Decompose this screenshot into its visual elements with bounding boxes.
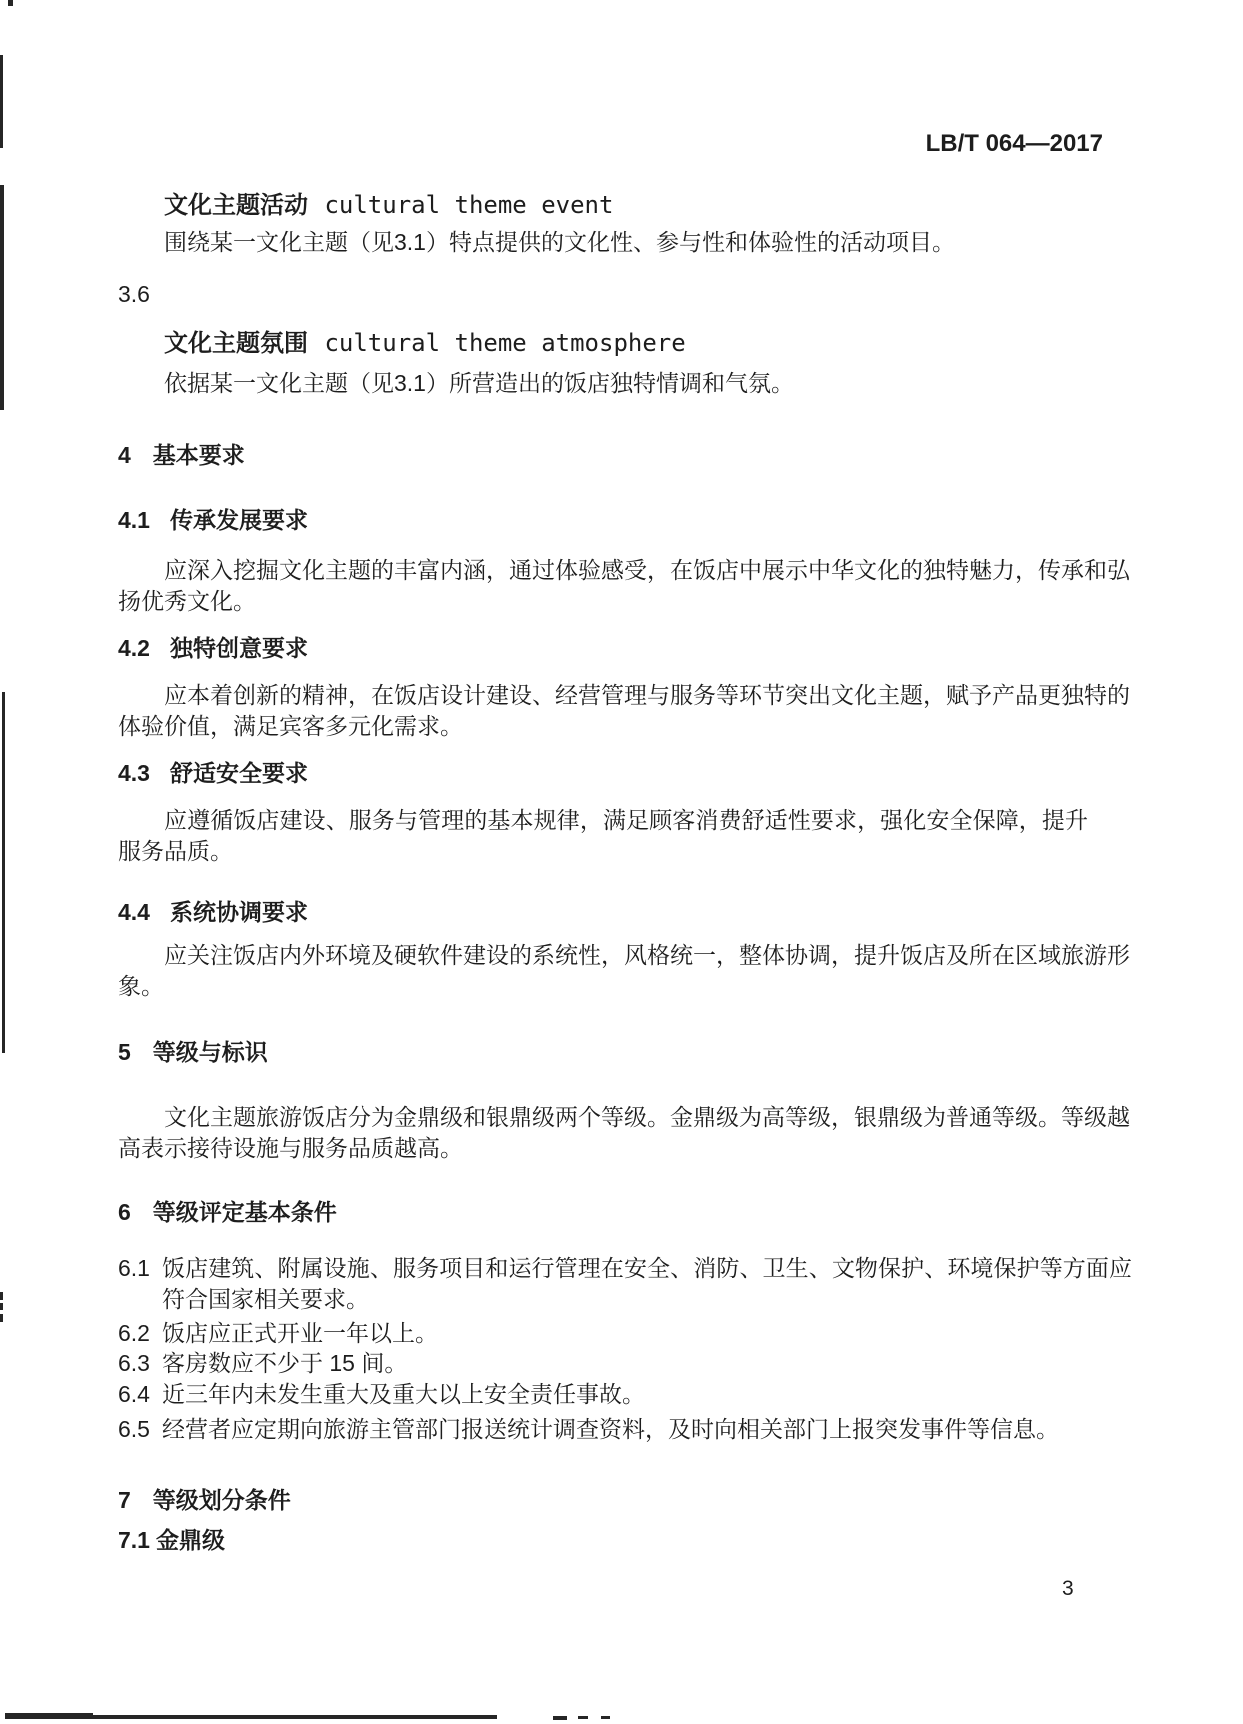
clause-4-heading [118, 441, 245, 469]
clause-4-3-number: 4.3 [118, 760, 150, 786]
page-number: 3 [1062, 1577, 1074, 1600]
scan-bar-left-2 [0, 185, 4, 410]
term-entry-event [164, 185, 613, 220]
clause-6-5-text: 经营者应定期向旅游主管部门报送统计调查资料，及时向相关部门上报突发事件等信息。 [162, 1416, 1059, 1442]
standard-code: LB/T 064—2017 [925, 130, 1103, 157]
clause-4-4-body: 应关注饭店内外环境及硬软件建设的系统性，风格统一，整体协调，提升饭店及所在区域旅游形象。 [118, 942, 1130, 999]
term-definition-atmosphere: 依据某一文化主题（见3.1）所营造出的饭店独特情调和气氛。 [164, 370, 794, 396]
clause-6-5-number: 6.5 [118, 1416, 150, 1442]
clause-7-1-heading [118, 1526, 225, 1554]
clause-7-number: 7 [118, 1487, 131, 1513]
scan-speck-top [8, 0, 13, 6]
clause-6-2-item [118, 1318, 1132, 1349]
clause-4-4-number: 4.4 [118, 899, 150, 925]
term-definition-event: 围绕某一文化主题（见3.1）特点提供的文化性、参与性和体验性的活动项目。 [164, 229, 955, 255]
clause-5-body: 文化主题旅游饭店分为金鼎级和银鼎级两个等级。金鼎级为高等级，银鼎级为普通等级。等级越高表示接待设施与服务品质越高。 [118, 1104, 1130, 1161]
term-en-event: cultural theme event [324, 191, 614, 219]
clause-6-1-item [118, 1253, 1132, 1315]
scan-bar-left-1 [0, 55, 3, 148]
term-zh-atmosphere: 文化主题氛围 [164, 330, 308, 357]
term-entry-atmosphere [164, 323, 686, 358]
clause-4-1-number: 4.1 [118, 507, 150, 533]
clause-7-heading [118, 1486, 291, 1514]
clause-4-2-title: 独特创意要求 [169, 635, 308, 661]
scan-tick-bottom-1 [553, 1716, 567, 1720]
clause-6-3-number: 6.3 [118, 1350, 150, 1376]
clause-6-2-number: 6.2 [118, 1320, 150, 1346]
scan-dash-left-2 [0, 1303, 3, 1310]
scan-dash-left-3 [0, 1314, 3, 1322]
scan-tick-bottom-2 [578, 1716, 588, 1719]
clause-7-1-title: 金鼎级 [155, 1527, 225, 1553]
clause-6-3-item [118, 1348, 1132, 1379]
clause-6-heading [118, 1198, 337, 1226]
clause-5-heading [118, 1038, 268, 1066]
clause-6-2-text: 饭店应正式开业一年以上。 [162, 1320, 438, 1346]
clause-4-3-body: 应遵循饭店建设、服务与管理的基本规律，满足顾客消费舒适性要求，强化安全保障，提升服务品质。 [118, 807, 1088, 864]
scan-tick-bottom-3 [601, 1716, 610, 1719]
clause-4-3-title: 舒适安全要求 [169, 760, 308, 786]
clause-5-title: 等级与标识 [152, 1039, 268, 1065]
scan-bar-bottom-thin [93, 1715, 497, 1719]
clause-4-number: 4 [118, 442, 131, 468]
clause-5-number: 5 [118, 1039, 131, 1065]
clause-6-5-item [118, 1414, 1132, 1445]
clause-4-title: 基本要求 [152, 442, 245, 468]
clause-4-4-title: 系统协调要求 [169, 899, 308, 925]
clause-6-4-item [118, 1379, 1132, 1410]
clause-6-title: 等级评定基本条件 [152, 1199, 337, 1225]
clause-4-3-heading [118, 759, 308, 787]
term-zh-event: 文化主题活动 [164, 192, 308, 219]
scan-dash-left-1 [0, 1292, 3, 1300]
clause-7-title: 等级划分条件 [152, 1487, 291, 1513]
clause-6-4-number: 6.4 [118, 1381, 150, 1407]
clause-4-1-heading [118, 506, 308, 534]
clause-6-1-text: 饭店建筑、附属设施、服务项目和运行管理在安全、消防、卫生、文物保护、环境保护等方面应符合国家相关要求。 [162, 1255, 1132, 1312]
clause-6-3-text: 客房数应不少于 15 间。 [162, 1350, 408, 1376]
clause-4-2-body: 应本着创新的精神，在饭店设计建设、经营管理与服务等环节突出文化主题，赋予产品更独特的体验价值，满足宾客多元化需求。 [118, 682, 1130, 739]
scan-bar-bottom-thick [5, 1713, 93, 1719]
term-number-3-6: 3.6 [118, 281, 150, 307]
clause-6-number: 6 [118, 1199, 131, 1225]
clause-4-2-heading [118, 634, 308, 662]
clause-4-4-heading [118, 898, 308, 926]
clause-4-2-number: 4.2 [118, 635, 150, 661]
clause-7-1-number: 7.1 [118, 1527, 150, 1553]
scan-bar-left-3 [2, 692, 5, 1053]
term-en-atmosphere: cultural theme atmosphere [324, 329, 686, 357]
clause-6-1-number: 6.1 [118, 1255, 150, 1281]
clause-4-1-title: 传承发展要求 [169, 507, 308, 533]
clause-6-4-text: 近三年内未发生重大及重大以上安全责任事故。 [162, 1381, 645, 1407]
clause-4-1-body: 应深入挖掘文化主题的丰富内涵，通过体验感受，在饭店中展示中华文化的独特魅力，传承和弘扬优秀文化。 [118, 557, 1130, 614]
